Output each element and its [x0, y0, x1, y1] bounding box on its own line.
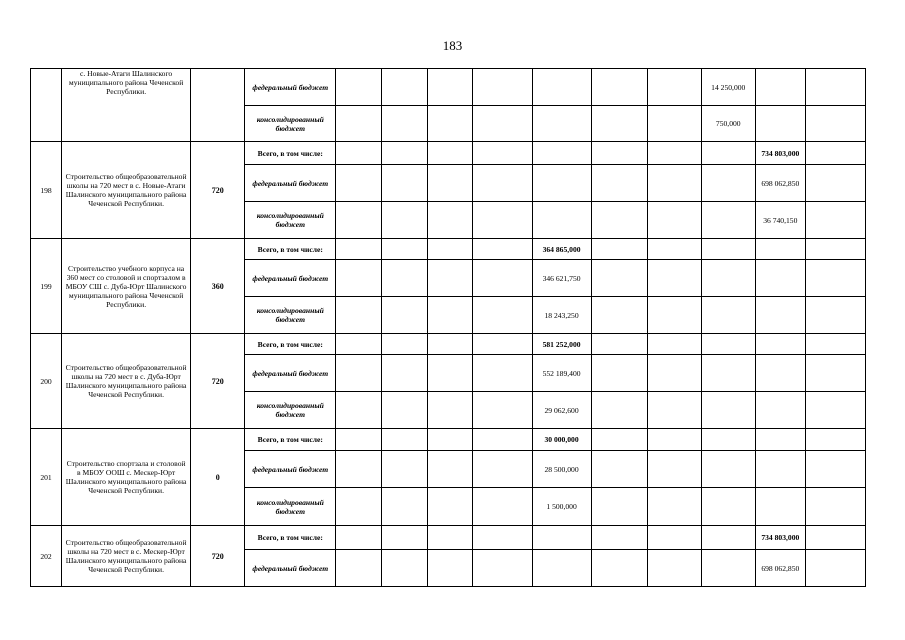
amount-cell	[336, 142, 382, 165]
amount-cell	[382, 202, 428, 239]
amount-cell	[591, 451, 647, 488]
amount-cell	[473, 69, 532, 106]
amount-cell	[336, 526, 382, 550]
amount-cell	[805, 392, 865, 429]
amount-cell	[647, 106, 701, 142]
amount-cell: 698 062,850	[755, 165, 805, 202]
table-row	[31, 239, 866, 260]
amount-cell	[336, 355, 382, 392]
amount-cell	[591, 526, 647, 550]
amount-cell	[701, 488, 755, 526]
amount-cell	[428, 550, 473, 587]
capacity	[191, 69, 245, 142]
amount-cell: 1 500,000	[532, 488, 591, 526]
amount-cell: 18 243,250	[532, 297, 591, 334]
amount-cell	[647, 239, 701, 260]
amount-cell	[755, 106, 805, 142]
amount-cell	[805, 142, 865, 165]
amount-cell	[701, 297, 755, 334]
object-name: Строительство общеобразовательной школы на 720 мест в с. Новые-Атаги Шалинского муниципального района Чеченской Республики.	[62, 142, 191, 239]
amount-cell	[428, 297, 473, 334]
amount-cell: 750,000	[701, 106, 755, 142]
amount-cell	[701, 239, 755, 260]
amount-cell	[591, 488, 647, 526]
amount-cell	[382, 392, 428, 429]
amount-cell	[336, 202, 382, 239]
amount-cell: 734 803,000	[755, 526, 805, 550]
amount-cell	[532, 69, 591, 106]
amount-cell	[428, 202, 473, 239]
amount-cell	[473, 106, 532, 142]
table-body	[31, 69, 866, 587]
object-name: Строительство общеобразовательной школы на 720 мест в с. Дуба-Юрт Шалинского муниципального района Чеченской Республики.	[62, 334, 191, 429]
table-row	[31, 69, 866, 106]
amount-cell	[591, 550, 647, 587]
amount-cell	[755, 429, 805, 451]
amount-cell: 28 500,000	[532, 451, 591, 488]
amount-cell	[647, 526, 701, 550]
row-number: 198	[31, 142, 62, 239]
amount-cell	[805, 165, 865, 202]
amount-cell	[805, 260, 865, 297]
capacity: 720	[191, 142, 245, 239]
amount-cell: 30 000,000	[532, 429, 591, 451]
amount-cell	[591, 69, 647, 106]
funding-source: консолидированный бюджет	[245, 106, 336, 142]
amount-cell	[591, 142, 647, 165]
capacity: 720	[191, 334, 245, 429]
table-row	[31, 142, 866, 165]
amount-cell	[473, 260, 532, 297]
amount-cell	[336, 297, 382, 334]
amount-cell	[532, 526, 591, 550]
amount-cell	[428, 334, 473, 355]
amount-cell	[428, 526, 473, 550]
amount-cell	[532, 106, 591, 142]
row-number: 202	[31, 526, 62, 587]
object-name: Строительство общеобразовательной школы на 720 мест в с. Мескер-Юрт Шалинского муниципального района Чеченской Республики.	[62, 526, 191, 587]
row-number: 200	[31, 334, 62, 429]
amount-cell	[473, 451, 532, 488]
object-name: Строительство спортзала и столовой в МБОУ ООШ с. Мескер-Юрт Шалинского муниципального района Чеченской Республики.	[62, 429, 191, 526]
row-number: 199	[31, 239, 62, 334]
amount-cell	[532, 550, 591, 587]
amount-cell	[591, 392, 647, 429]
amount-cell	[591, 334, 647, 355]
amount-cell	[755, 392, 805, 429]
amount-cell	[382, 451, 428, 488]
amount-cell	[591, 239, 647, 260]
amount-cell	[473, 355, 532, 392]
amount-cell	[647, 202, 701, 239]
amount-cell	[701, 142, 755, 165]
amount-cell	[382, 334, 428, 355]
amount-cell	[647, 550, 701, 587]
amount-cell	[532, 202, 591, 239]
amount-cell	[382, 297, 428, 334]
amount-cell	[382, 165, 428, 202]
amount-cell	[647, 355, 701, 392]
amount-cell	[336, 69, 382, 106]
amount-cell	[428, 106, 473, 142]
amount-cell	[701, 451, 755, 488]
funding-source: федеральный бюджет	[245, 550, 336, 587]
amount-cell: 364 865,000	[532, 239, 591, 260]
amount-cell	[336, 165, 382, 202]
amount-cell	[473, 526, 532, 550]
amount-cell	[473, 488, 532, 526]
amount-cell	[473, 165, 532, 202]
funding-source: Всего, в том числе:	[245, 526, 336, 550]
amount-cell	[701, 429, 755, 451]
amount-cell	[382, 488, 428, 526]
amount-cell	[805, 334, 865, 355]
amount-cell	[805, 526, 865, 550]
amount-cell	[591, 260, 647, 297]
capacity: 0	[191, 429, 245, 526]
amount-cell	[755, 488, 805, 526]
amount-cell	[382, 69, 428, 106]
amount-cell	[428, 69, 473, 106]
amount-cell	[428, 451, 473, 488]
amount-cell	[336, 488, 382, 526]
table-row	[31, 429, 866, 451]
amount-cell	[336, 392, 382, 429]
amount-cell	[755, 260, 805, 297]
funding-source: Всего, в том числе:	[245, 239, 336, 260]
amount-cell	[805, 550, 865, 587]
amount-cell	[647, 69, 701, 106]
amount-cell	[701, 392, 755, 429]
amount-cell	[428, 165, 473, 202]
amount-cell	[532, 142, 591, 165]
amount-cell	[473, 429, 532, 451]
amount-cell	[428, 239, 473, 260]
funding-source: консолидированный бюджет	[245, 392, 336, 429]
amount-cell	[428, 429, 473, 451]
amount-cell: 29 062,600	[532, 392, 591, 429]
amount-cell	[473, 202, 532, 239]
funding-source: федеральный бюджет	[245, 260, 336, 297]
object-name: Строительство учебного корпуса на 360 мест со столовой и спортзалом в МБОУ СШ с. Дуба-Юрт Шалинского муниципального района Чеченской Республики.	[62, 239, 191, 334]
amount-cell	[336, 334, 382, 355]
investment-table	[30, 68, 866, 587]
amount-cell	[805, 488, 865, 526]
amount-cell	[382, 142, 428, 165]
amount-cell	[532, 165, 591, 202]
amount-cell	[428, 392, 473, 429]
amount-cell	[805, 69, 865, 106]
amount-cell	[805, 355, 865, 392]
amount-cell	[647, 488, 701, 526]
amount-cell	[647, 429, 701, 451]
funding-source: федеральный бюджет	[245, 451, 336, 488]
amount-cell	[805, 239, 865, 260]
amount-cell	[591, 355, 647, 392]
amount-cell	[336, 239, 382, 260]
amount-cell	[473, 392, 532, 429]
amount-cell	[805, 451, 865, 488]
amount-cell	[805, 202, 865, 239]
amount-cell	[473, 239, 532, 260]
amount-cell	[591, 297, 647, 334]
amount-cell	[336, 260, 382, 297]
amount-cell	[591, 165, 647, 202]
amount-cell	[591, 429, 647, 451]
amount-cell	[701, 355, 755, 392]
amount-cell	[647, 334, 701, 355]
row-number	[31, 69, 62, 142]
amount-cell	[382, 550, 428, 587]
amount-cell: 734 803,000	[755, 142, 805, 165]
funding-source: консолидированный бюджет	[245, 202, 336, 239]
amount-cell	[473, 334, 532, 355]
amount-cell	[473, 142, 532, 165]
amount-cell	[428, 142, 473, 165]
amount-cell	[755, 239, 805, 260]
amount-cell	[701, 526, 755, 550]
amount-cell	[805, 106, 865, 142]
funding-source: федеральный бюджет	[245, 69, 336, 106]
amount-cell	[382, 106, 428, 142]
amount-cell	[805, 297, 865, 334]
amount-cell	[382, 355, 428, 392]
table-row	[31, 334, 866, 355]
amount-cell	[701, 202, 755, 239]
capacity: 360	[191, 239, 245, 334]
amount-cell	[428, 355, 473, 392]
amount-cell: 36 740,150	[755, 202, 805, 239]
amount-cell	[647, 165, 701, 202]
amount-cell	[428, 260, 473, 297]
row-number: 201	[31, 429, 62, 526]
amount-cell	[591, 202, 647, 239]
amount-cell	[755, 334, 805, 355]
amount-cell	[473, 297, 532, 334]
amount-cell: 581 252,000	[532, 334, 591, 355]
amount-cell	[755, 297, 805, 334]
amount-cell	[336, 550, 382, 587]
amount-cell	[755, 69, 805, 106]
amount-cell	[805, 429, 865, 451]
amount-cell	[336, 451, 382, 488]
amount-cell	[701, 260, 755, 297]
page-number: 183	[442, 38, 463, 53]
amount-cell	[591, 106, 647, 142]
amount-cell	[382, 526, 428, 550]
object-name: с. Новые-Атаги Шалинского муниципального района Чеченской Республики.	[62, 69, 191, 142]
amount-cell	[382, 239, 428, 260]
funding-source: Всего, в том числе:	[245, 334, 336, 355]
amount-cell	[647, 392, 701, 429]
amount-cell	[382, 429, 428, 451]
funding-source: федеральный бюджет	[245, 355, 336, 392]
amount-cell	[336, 106, 382, 142]
amount-cell	[647, 297, 701, 334]
amount-cell	[755, 451, 805, 488]
amount-cell	[647, 260, 701, 297]
funding-source: консолидированный бюджет	[245, 297, 336, 334]
amount-cell	[473, 550, 532, 587]
amount-cell	[336, 429, 382, 451]
amount-cell: 698 062,850	[755, 550, 805, 587]
amount-cell: 346 621,750	[532, 260, 591, 297]
amount-cell	[701, 165, 755, 202]
funding-source: Всего, в том числе:	[245, 142, 336, 165]
amount-cell	[701, 550, 755, 587]
amount-cell: 552 189,400	[532, 355, 591, 392]
funding-source: консолидированный бюджет	[245, 488, 336, 526]
table-row	[31, 526, 866, 550]
amount-cell: 14 250,000	[701, 69, 755, 106]
amount-cell	[428, 488, 473, 526]
amount-cell	[647, 451, 701, 488]
amount-cell	[647, 142, 701, 165]
amount-cell	[701, 334, 755, 355]
funding-source: федеральный бюджет	[245, 165, 336, 202]
amount-cell	[755, 355, 805, 392]
amount-cell	[382, 260, 428, 297]
funding-source: Всего, в том числе:	[245, 429, 336, 451]
capacity: 720	[191, 526, 245, 587]
